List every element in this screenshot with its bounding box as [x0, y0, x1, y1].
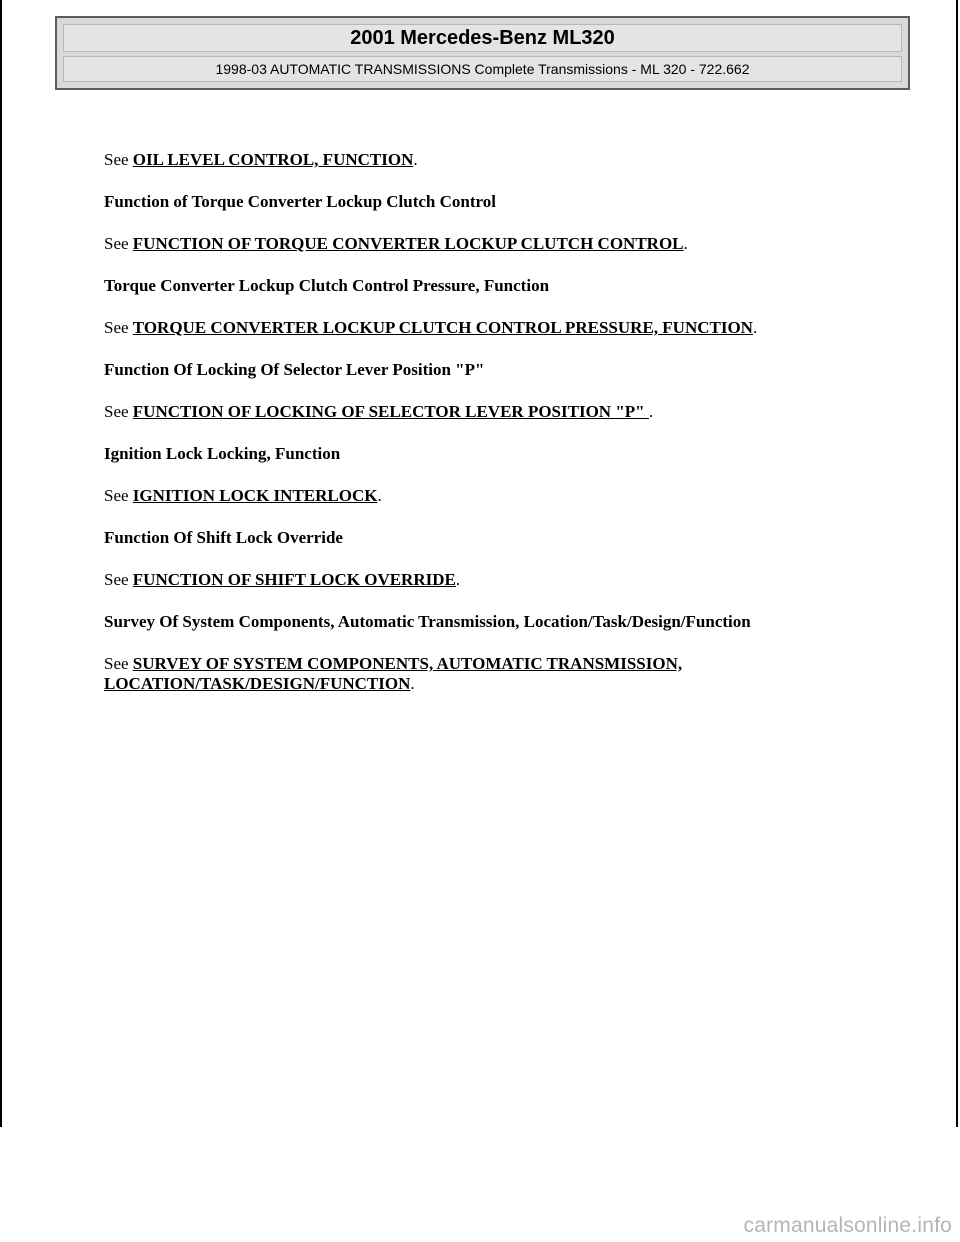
- entry-survey-components: [104, 612, 864, 632]
- entry-shift-lock-override: [104, 528, 864, 548]
- see-line: [104, 402, 864, 422]
- see-word: See: [104, 570, 129, 589]
- entry-ignition-lock-see: [104, 486, 864, 506]
- see-word: See: [104, 402, 129, 421]
- document-body: [104, 150, 864, 716]
- link-survey-components-line1[interactable]: SURVEY OF SYSTEM COMPONENTS, AUTOMATIC TRANSMISSION,: [132, 654, 683, 673]
- header-subtitle: 1998-03 AUTOMATIC TRANSMISSIONS Complete Transmissions - ML 320 - 722.662: [63, 56, 902, 82]
- header-title: 2001 Mercedes-Benz ML320: [63, 24, 902, 52]
- see-line: [104, 570, 864, 590]
- see-line: [104, 654, 864, 694]
- entry-survey-components-see: [104, 654, 864, 694]
- period: .: [683, 234, 688, 253]
- entry-heading: Ignition Lock Locking, Function: [104, 444, 341, 463]
- period: .: [752, 318, 758, 337]
- entry-heading: Survey Of System Components, Automatic Transmission, Location/Task/Design/Function: [104, 612, 751, 631]
- period: .: [410, 674, 415, 693]
- see-line: [104, 318, 864, 338]
- entry-lockup-clutch-control: [104, 192, 864, 212]
- link-survey-components-line2[interactable]: LOCATION/TASK/DESIGN/FUNCTION: [104, 674, 411, 693]
- link-shift-lock-override[interactable]: FUNCTION OF SHIFT LOCK OVERRIDE: [132, 570, 456, 589]
- entry-heading: Function Of Locking Of Selector Lever Position "P": [104, 360, 485, 379]
- entry-heading: Function Of Shift Lock Override: [104, 528, 343, 547]
- see-word: See: [104, 654, 129, 673]
- link-lockup-pressure[interactable]: TORQUE CONVERTER LOCKUP CLUTCH CONTROL PRESSURE, FUNCTION: [132, 318, 753, 337]
- see-line: [104, 486, 864, 506]
- see-word: See: [104, 150, 129, 169]
- entry-lockup-pressure: [104, 276, 864, 296]
- see-line: [104, 234, 864, 254]
- link-ignition-lock-interlock[interactable]: IGNITION LOCK INTERLOCK: [132, 486, 378, 505]
- see-word: See: [104, 318, 129, 337]
- entry-lockup-clutch-control-see: [104, 234, 864, 254]
- entry-selector-lever-p-see: [104, 402, 864, 422]
- entry-heading: Torque Converter Lockup Clutch Control Pressure, Function: [104, 276, 550, 295]
- period: .: [377, 486, 382, 505]
- site-watermark: carmanualsonline.info: [743, 1214, 952, 1237]
- period: .: [648, 402, 654, 421]
- see-line: [104, 150, 864, 170]
- period: .: [413, 150, 418, 169]
- entry-lockup-pressure-see: [104, 318, 864, 338]
- link-selector-lever-p[interactable]: FUNCTION OF LOCKING OF SELECTOR LEVER POSITION "P": [132, 402, 649, 421]
- link-oil-level-control[interactable]: OIL LEVEL CONTROL, FUNCTION: [132, 150, 414, 169]
- entry-ignition-lock: [104, 444, 864, 464]
- see-word: See: [104, 234, 129, 253]
- see-word: See: [104, 486, 129, 505]
- document-header: [55, 16, 910, 90]
- entry-shift-lock-override-see: [104, 570, 864, 590]
- see-oil-level-block: [104, 150, 864, 170]
- period: .: [455, 570, 461, 589]
- link-lockup-clutch-control[interactable]: FUNCTION OF TORQUE CONVERTER LOCKUP CLUTCH CONTROL: [132, 234, 684, 253]
- entry-selector-lever-p: [104, 360, 864, 380]
- entry-heading: Function of Torque Converter Lockup Clutch Control: [104, 192, 496, 211]
